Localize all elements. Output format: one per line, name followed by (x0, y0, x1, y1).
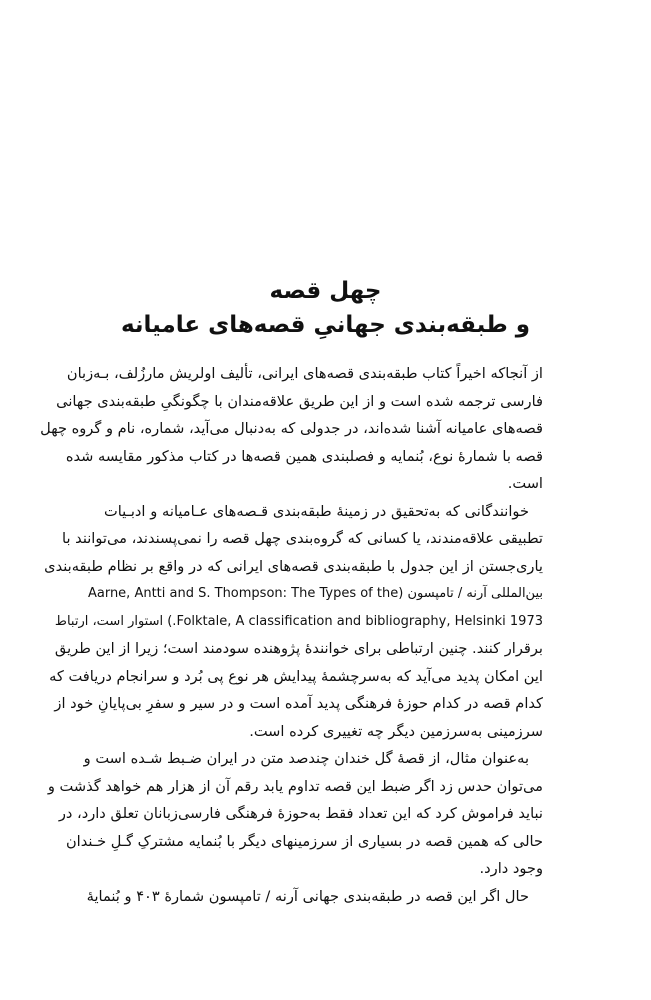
text-line: یاری‌جستن از این جدول با طبقه‌بندی قصه‌های ایرانی که در واقع بر نظام طبقه‌بندی (44, 557, 543, 575)
text-line: بین‌المللی آرنه / تامپسون (Aarne, Antti and S. Thompson: The Types of the (87, 586, 543, 601)
chapter-title (0, 274, 651, 342)
text-line: می‌توان حدس زد اگر ضبط این قصه تداوم یابد رقم آن از هزار هم خواهد گذشت و (47, 777, 543, 795)
text-line: وجود دارد. (479, 860, 543, 877)
text-line: Folktale, A classification and bibliography, Helsinki 1973.) استوار است، ارتباط (54, 613, 543, 629)
text-line: برقرار کنند. چنین ارتباطی برای خوانندهٔ پژوهنده سودمند است؛ زیرا از این طریق (54, 640, 543, 657)
text-line: کدام قصه در کدام حوزهٔ فرهنگی پدید آمده است و در سیر و سفرِ بی‌پایانِ خود از (54, 695, 543, 712)
text-line: قصه با شمارهٔ نوع، بُنمایه و فصلبندی همین قصه‌ها در کتاب مذکور مقایسه شده (65, 447, 543, 465)
text-line: تطبیقی علاقه‌مندند، یا کسانی که گروه‌بندی چهل قصه را نمی‌پسندند، می‌توانند با (62, 530, 543, 547)
text-line: قصه‌های عامیانه آشنا شده‌اند، در جدولی که به‌دنبال می‌آید، شماره، نام و گروه چهل (40, 420, 543, 437)
text-line: از آنجاکه اخیراً کتاب طبقه‌بندی قصه‌های ایرانی، تألیف اولریش مارزُلف، بـه‌زبان (66, 365, 543, 382)
text-line: سرزمینی به‌سرزمین دیگر چه تغییری کرده است. (249, 722, 543, 740)
body-text (40, 360, 543, 910)
title-line-1: چهل قصه (269, 278, 382, 304)
text-line: نباید فراموش کرد که این تعداد فقط به‌حوزهٔ فرهنگی فارسی‌زبانان تعلق دارد، در (58, 805, 543, 822)
text-line: این امکان پدید می‌آید که به‌سرچشمهٔ پیدایش هر نوع پی بُرد و سرانجام دریافت که (49, 667, 543, 685)
text-line: به‌عنوان مثال، از قصهٔ گل خندان چندصد متن در ایران ضـبط شـده است و (83, 750, 529, 767)
text-line: حالی که همین قصه در بسیاری از سرزمینهای دیگر با بُنمایه مشترکِ گـلِ خـندان (65, 832, 543, 850)
text-line: فارسی ترجمه شده است و از این طریق علاقه‌مندان با چگونگیِ طبقه‌بندی جهانی (56, 392, 543, 410)
text-line: خوانندگانی که به‌تحقیق در زمینهٔ طبقه‌بندی قـصه‌های عـامیانه و ادبـیات (104, 502, 529, 520)
title-line-2: و طبقه‌بندی جهانیِ قصه‌های عامیانه (120, 312, 531, 338)
text-line: است. (507, 475, 543, 492)
text-line: حال اگر این قصه در طبقه‌بندی جهانی آرنه / تامپسون شمارهٔ ۴۰۳ و بُنمایهٔ (86, 887, 529, 905)
